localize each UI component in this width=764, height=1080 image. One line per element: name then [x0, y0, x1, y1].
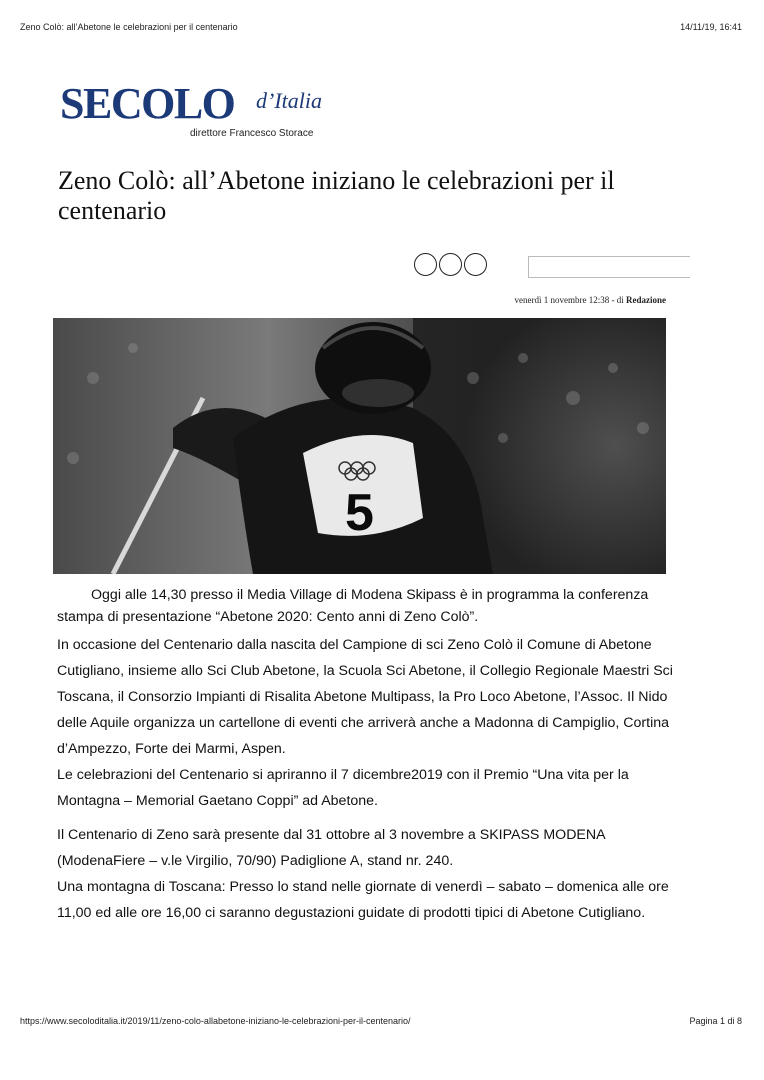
article-photo: [53, 318, 666, 574]
share-circle-icon[interactable]: [464, 253, 487, 276]
print-header-datetime: 14/11/19, 16:41: [680, 22, 742, 32]
article-paragraph: Il Centenario di Zeno sarà presente dal 31 ottobre al 3 novembre a SKIPASS MODENA (ModenaFiere – v.le Virgilio, 70/90) Padiglione A, stand nr. 240.: [57, 827, 605, 869]
byline-date: venerdì 1 novembre 12:38 - di: [514, 295, 626, 305]
site-logo[interactable]: [60, 79, 360, 142]
article-title: Zeno Colò: all’Abetone iniziano le celebrazioni per il centenario: [58, 166, 615, 225]
article-paragraph: Oggi alle 14,30 presso il Media Village di Modena Skipass è in programma la conferenza stampa di presentazione “Abetone 2020: Cento anni di Zeno Colò”.: [57, 587, 649, 625]
print-footer-page: Pagina 1 di 8: [689, 1016, 742, 1026]
article-paragraph: Le celebrazioni del Centenario si apriranno il 7 dicembre2019 con il Premio “Una vita per la Montagna – Memorial Gaetano Coppi” ad Abetone.: [57, 767, 629, 809]
print-footer-url[interactable]: https://www.secoloditalia.it/2019/11/zeno-colo-allabetone-iniziano-le-celebrazioni-per-il-centenario/: [20, 1016, 411, 1026]
article-paragraph: Una montagna di Toscana: Presso lo stand nelle giornate di venerdì – sabato – domenica alle ore 11,00 ed alle ore 16,00 ci saranno degustazioni guidate di prodotti tipici di Abetone Cutigliano.: [57, 879, 669, 921]
print-header-title: Zeno Colò: all’Abetone le celebrazioni per il centenario: [20, 22, 238, 32]
search-input[interactable]: [528, 256, 690, 278]
share-circle-icon[interactable]: [439, 253, 462, 276]
share-circle-icon[interactable]: [414, 253, 437, 276]
logo-script-text: d’Italia: [256, 88, 322, 113]
article-byline: [515, 295, 666, 305]
byline-author[interactable]: Redazione: [626, 295, 666, 305]
article-paragraph: In occasione del Centenario dalla nascita del Campione di sci Zeno Colò il Comune di Abetone Cutigliano, insieme allo Sci Club Abetone, la Scuola Sci Abetone, il Collegio Regionale Maestri Sci Toscana, il Consorzio Impianti di Risalita Abetone Multipass, la Pro Loco Abetone, l’Assoc. Il Nido delle Aquile organizza un cartellone di eventi che arriverà anche a Madonna di Campiglio, Cortina d’Ampezzo, Forte dei Marmi, Aspen.: [57, 637, 673, 757]
skier-photo-image: [53, 318, 666, 574]
logo-main-text: SECOLO: [60, 79, 235, 128]
article-body: [57, 584, 677, 926]
bib-number: 5: [345, 484, 374, 542]
share-buttons: [414, 253, 487, 276]
logo-subtitle: direttore Francesco Storace: [190, 128, 314, 139]
